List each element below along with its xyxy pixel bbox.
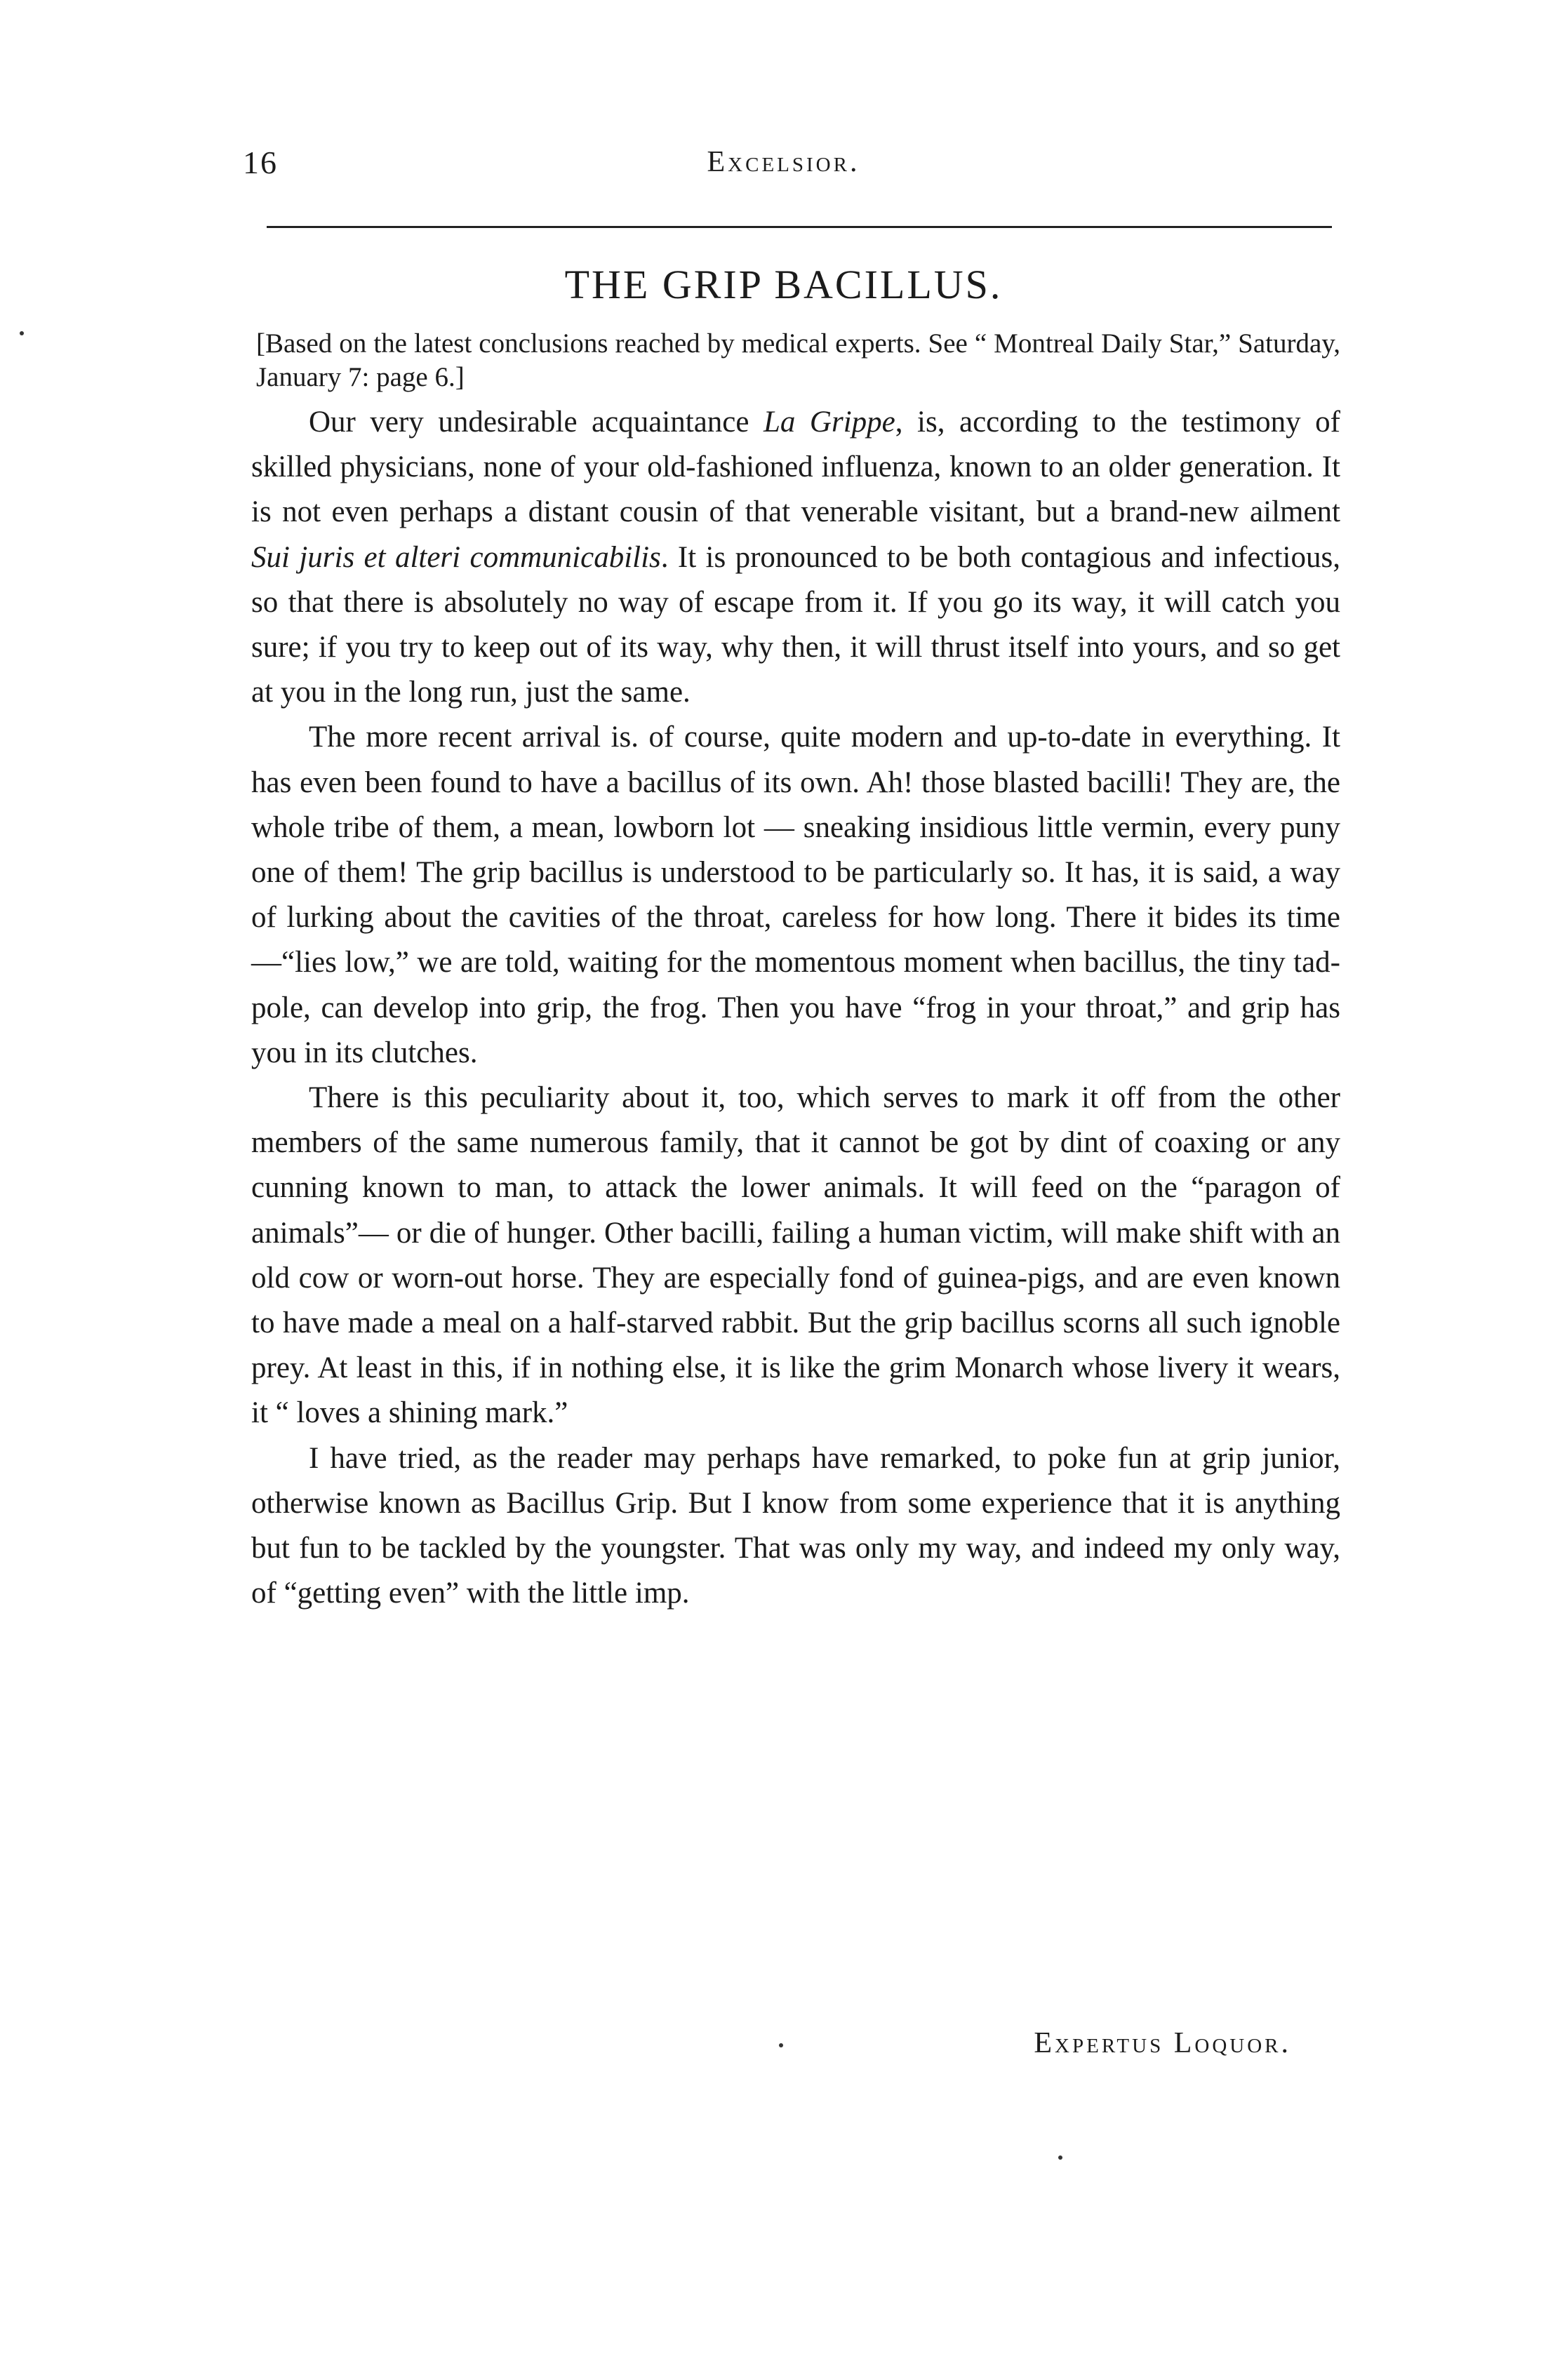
paragraph-1-text-c: . It is pronounced to be both contagious and infectious, so that there is absolutely no way of escape from it. If you go its way, it will catch you sure; if you try to keep out of its way, why then, it will thrust itself into yours, and so get at you in the long run, just the same.: [251, 540, 1340, 709]
header-rule: [267, 226, 1332, 228]
paragraph-1-text-a: Our very undesirable acquaintance: [309, 406, 764, 439]
print-speck: [20, 331, 24, 335]
print-speck: [779, 2043, 783, 2047]
paragraph-3: There is this peculiarity about it, too, which serves to mark it off from the other members of the same numerous family, that it cannot be got by dint of coaxing or any cunning known to man, to attack the lower animals. It will feed on the “paragon of animals”— or die of hunger. Other bacilli, failing a human victim, will make shift with an old cow or worn-out horse. They are especially fond of guinea-pigs, and are even known to have made a meal on a half-starved rabbit. But the grip bacillus scorns all such ignoble prey. At least in this, if in nothing else, it is like the grim Monarch whose livery it wears, it “ loves a shining mark.”: [251, 1081, 1340, 1430]
signature: Expertus Loquor.: [1034, 2027, 1291, 2059]
paragraph-1-italic-latin: Sui juris et alteri communicabilis: [251, 540, 661, 574]
article-title: THE GRIP BACILLUS.: [564, 262, 1003, 307]
article-body: [251, 400, 1340, 1616]
paragraph-1-text-b: , is, according to the testimony of skilled physicians, none of your old-fashioned influenza, known to an older generation. It is not even perhaps a distant cousin of that venerable visitant, but a brand-new ailment: [251, 406, 1341, 529]
page-number: 16: [243, 145, 278, 180]
paragraph-1: [251, 400, 1340, 715]
print-speck: [1058, 2155, 1062, 2160]
paragraph-2: The more recent arrival is. of course, quite modern and up-to-date in everything. It has even been found to have a bacillus of its own. Ah! those blasted bacilli! They are, the whole tribe of them, a mean, lowborn lot — sneaking insidious little vermin, every puny one of them! The grip bacillus is understood to be particularly so. It has, it is said, a way of lurking about the cavities of the throat, careless for how long. There it bides its time—“lies low,” we are told, waiting for the momentous moment when bacillus, the tiny tad-pole, can develop into grip, the frog. Then you have “frog in your throat,” and grip has you in its clutches.: [251, 721, 1340, 1069]
paragraph-4: I have tried, as the reader may perhaps have remarked, to poke fun at grip junior, otherwise known as Bacillus Grip. But I know from some experience that it is anything but fun to be tackled by the youngster. That was only my way, and indeed my only way, of “getting even” with the little imp.: [251, 1441, 1340, 1610]
running-head: Excelsior.: [707, 146, 860, 178]
paragraph-1-italic-la-grippe: La Grippe: [763, 406, 895, 439]
source-note: [Based on the latest conclusions reached by medical experts. See “ Montreal Daily Star,” Saturday, January 7: page 6.]: [256, 328, 1340, 392]
